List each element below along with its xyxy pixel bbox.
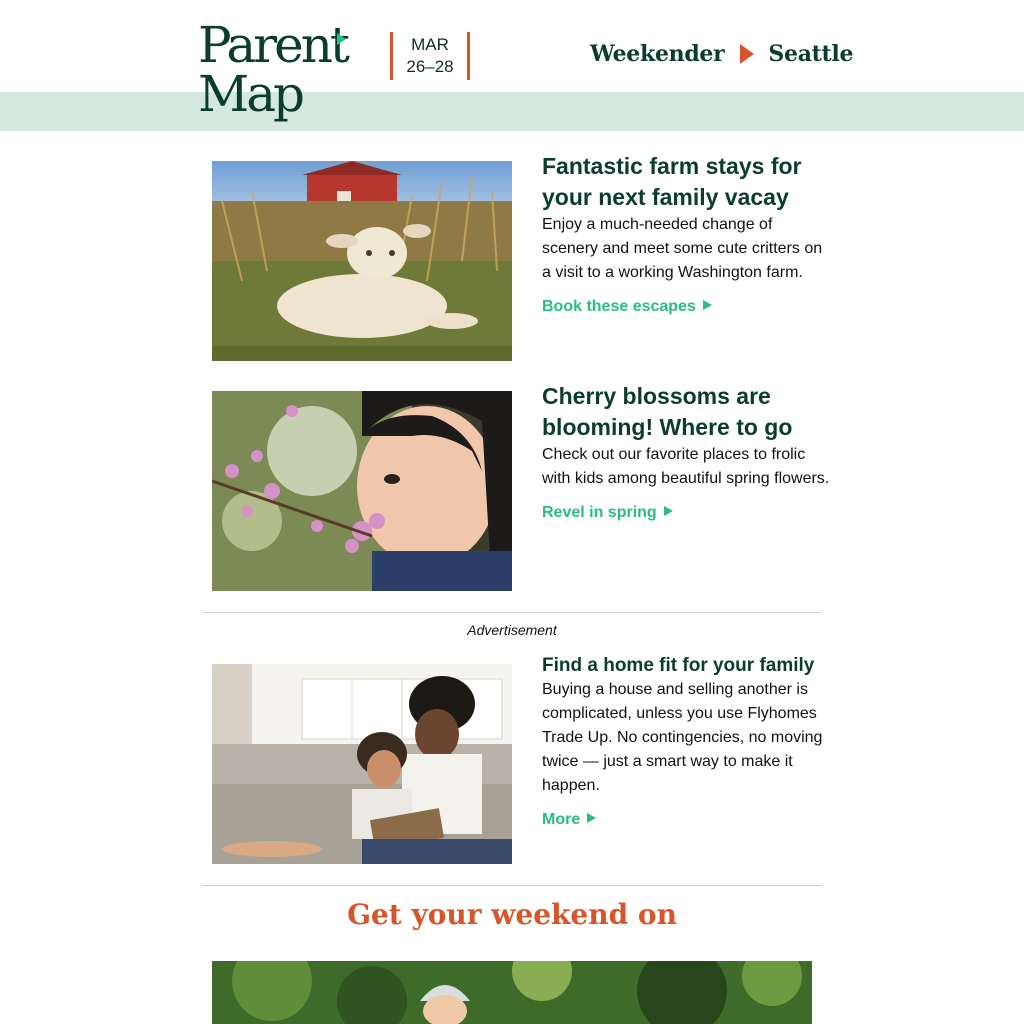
more-link[interactable] — [542, 808, 596, 832]
date-range: 26–28 — [406, 57, 454, 76]
revel-in-spring-link[interactable] — [542, 501, 673, 525]
header-band — [0, 92, 1024, 131]
cta-label: Book these escapes — [542, 298, 696, 315]
advertisement-label: Advertisement — [467, 622, 557, 638]
family-reading-photo[interactable] — [212, 664, 512, 864]
divider — [202, 885, 822, 886]
article-body: Check out our favorite places to frolic with kids among beautiful spring flowers. — [542, 446, 830, 487]
weekend-hero-photo[interactable] — [212, 961, 812, 1024]
cta-arrow-icon — [587, 813, 596, 823]
issue-date — [390, 32, 470, 80]
cta-label: Revel in spring — [542, 504, 657, 521]
ad-find-home — [542, 654, 832, 832]
newsletter-name: Weekender — [590, 41, 725, 67]
date-month: MAR — [411, 35, 449, 54]
newsletter-brand — [590, 38, 853, 70]
play-arrow-icon — [740, 44, 754, 64]
lamb-photo[interactable] — [212, 161, 512, 361]
divider — [202, 612, 822, 613]
ad-title[interactable]: Find a home fit for your family — [542, 655, 815, 676]
cherry-blossom-photo[interactable] — [212, 391, 512, 591]
logo-word-map: Map — [198, 65, 303, 123]
ad-body: Buying a house and selling another is complicated, unless you use Flyhomes Trade Up. No contingencies, no moving twice — just a smart way to make it happen. — [542, 681, 823, 794]
article-body: Enjoy a much-needed change of scenery and meet some cute critters on a visit to a working Washington farm. — [542, 216, 823, 281]
logo-triangle-icon — [337, 33, 346, 45]
book-escapes-link[interactable] — [542, 295, 712, 319]
article-cherry-blossoms — [542, 381, 832, 525]
section-title: Get your weekend on — [347, 898, 677, 931]
article-farm-stays — [542, 151, 832, 319]
cta-label: More — [542, 811, 581, 828]
parentmap-logo[interactable] — [198, 14, 358, 122]
region-name: Seattle — [768, 41, 854, 67]
article-title[interactable]: Cherry blossoms are blooming! Where to go — [542, 383, 793, 440]
cta-arrow-icon — [703, 300, 712, 310]
logo-word-parent: Parent — [198, 16, 347, 74]
cta-arrow-icon — [664, 506, 673, 516]
article-title[interactable]: Fantastic farm stays for your next family vacay — [542, 153, 802, 210]
